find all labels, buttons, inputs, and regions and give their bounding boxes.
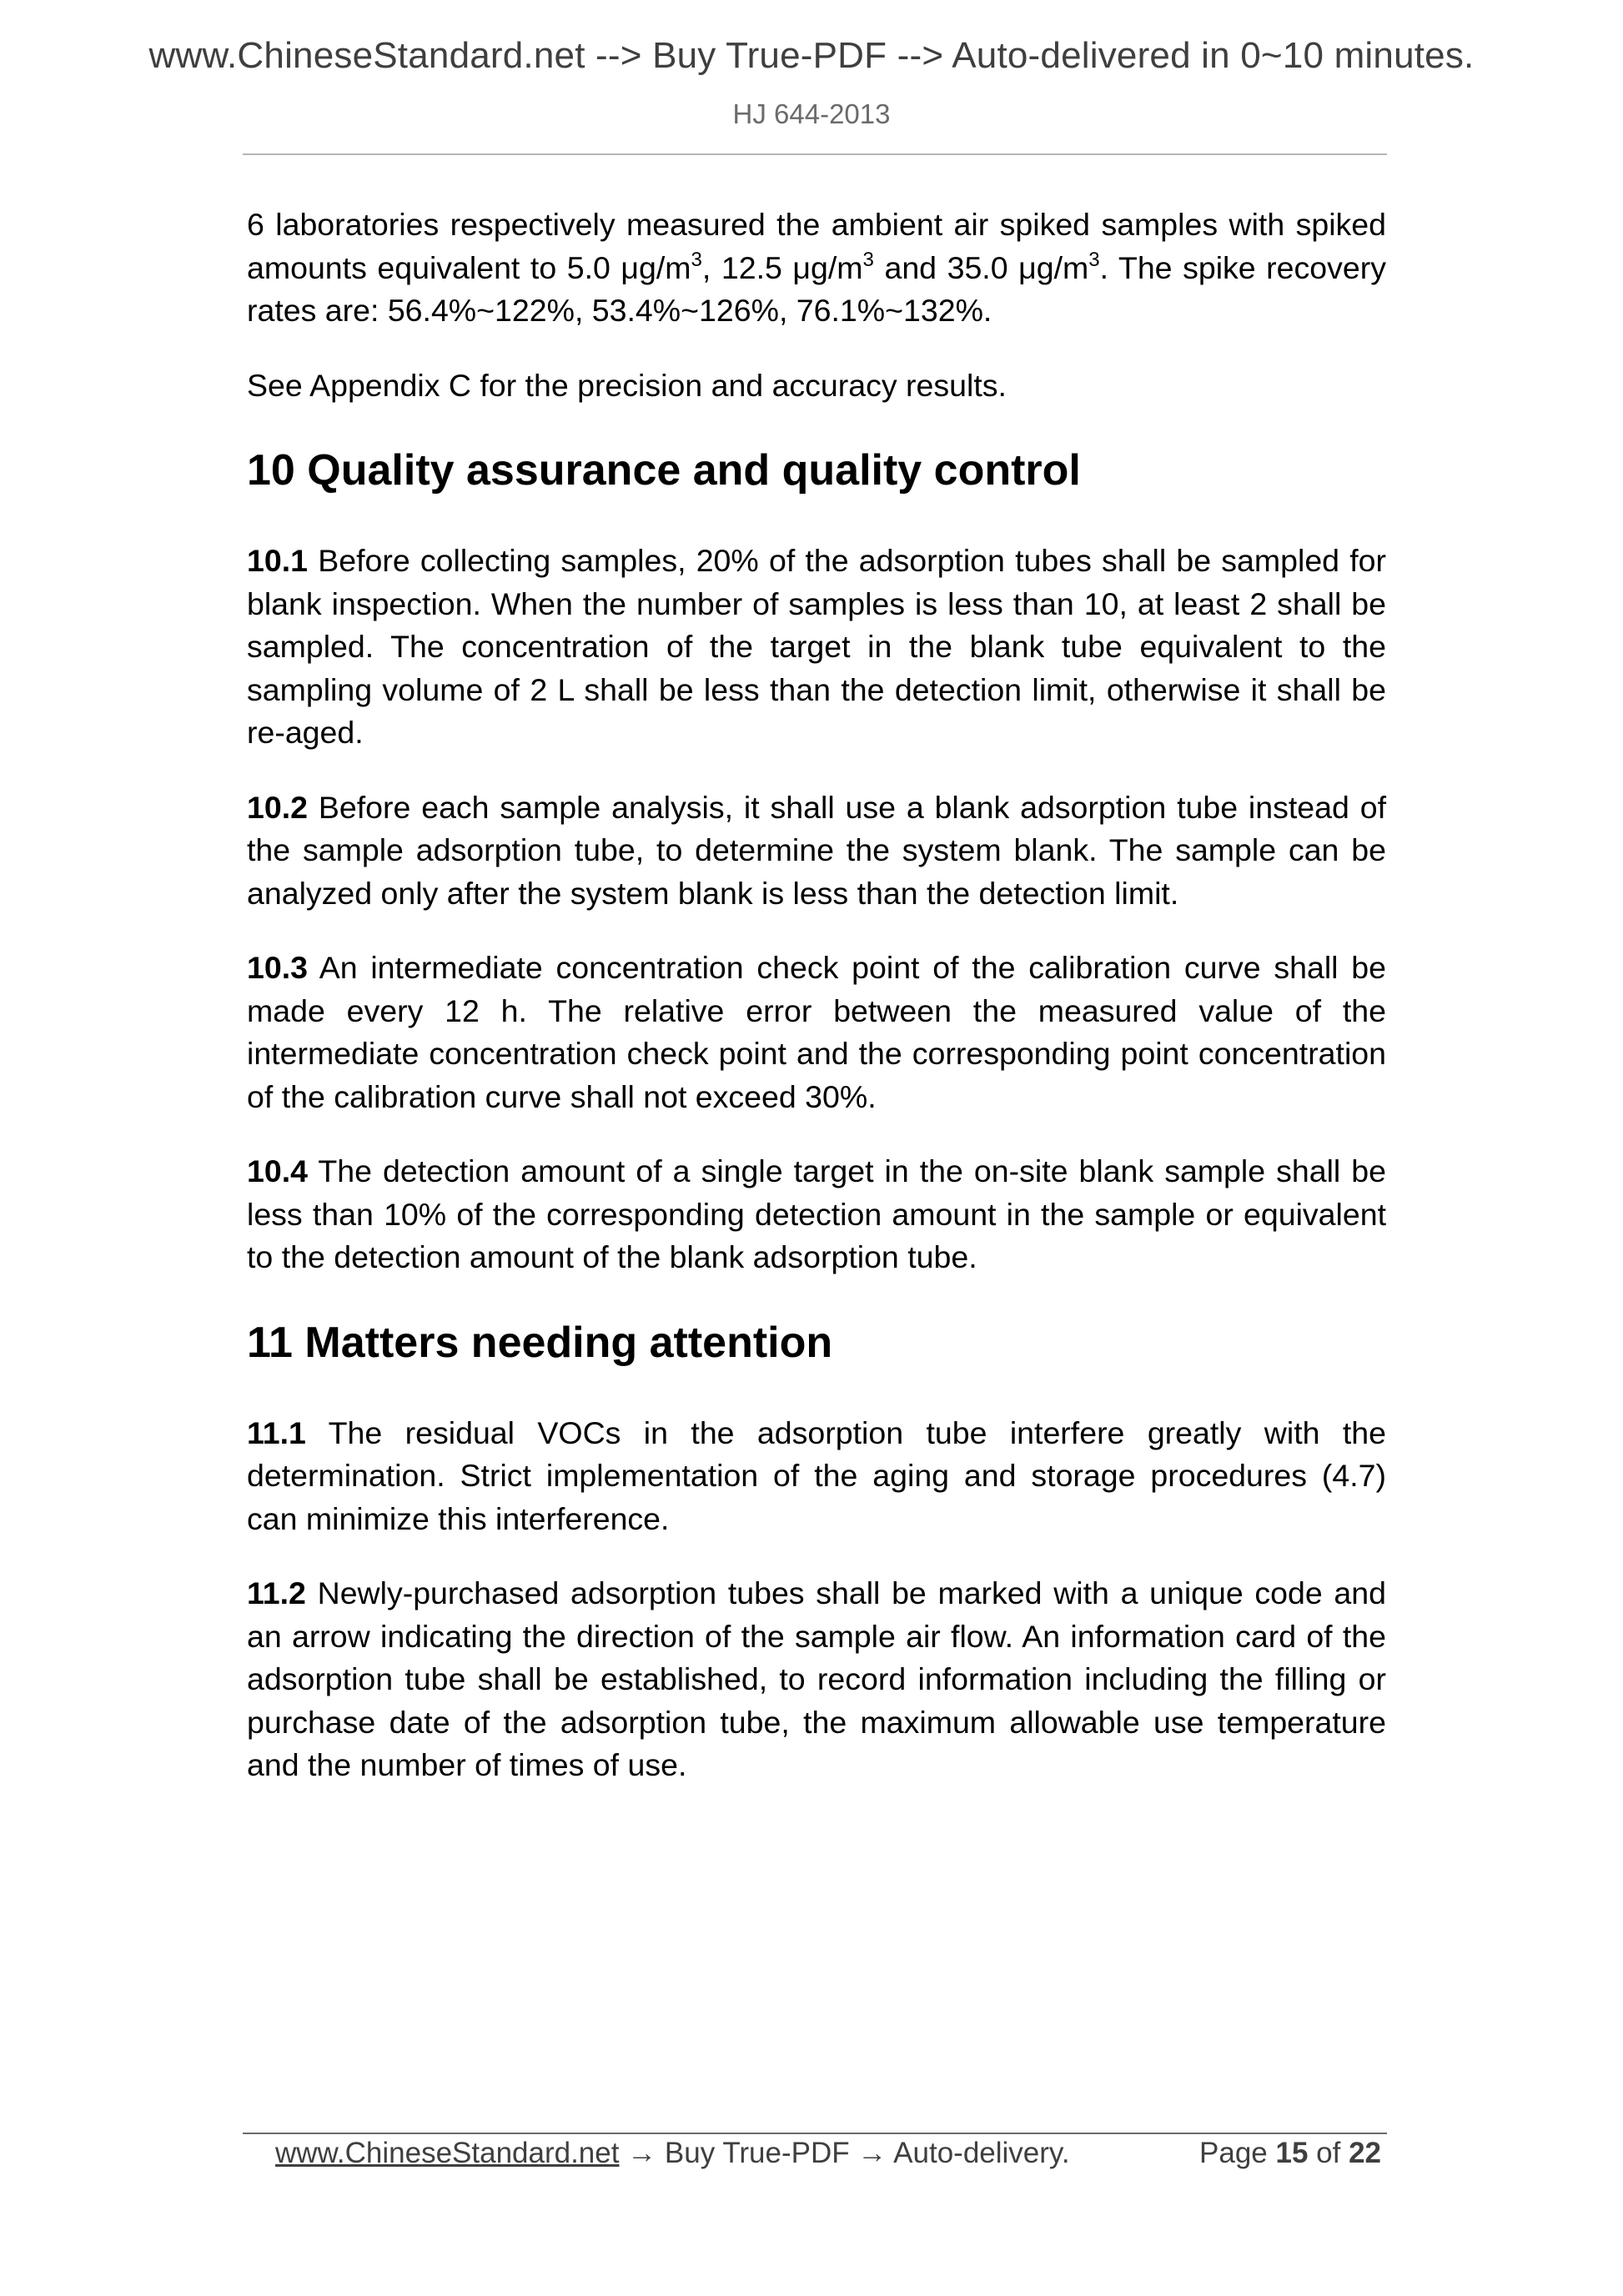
clause-number: 11.2 — [247, 1575, 306, 1610]
clause-text: Before each sample analysis, it shall use a blank adsorption tube instead of the sample adsorption tube, to determine the system blank. The sample can be analyzed only after the system blank is less than the detection limit. — [247, 789, 1386, 911]
clause-10-4 — [247, 1150, 1386, 1279]
clause-text: An intermediate concentration check point of the calibration curve shall be made every 12 h. The relative error between the measured value of the intermediate concentration check point and the corresponding point concentration of the calibration curve shall not exceed 30%. — [247, 950, 1386, 1114]
clause-10-3 — [247, 947, 1386, 1118]
clause-10-2 — [247, 786, 1386, 916]
clause-11-1 — [247, 1412, 1386, 1541]
clause-text: The detection amount of a single target in the on-site blank sample shall be less than 10% of the corresponding detection amount in the sample or equivalent to the detection amount of the blank adsorption tube. — [247, 1153, 1386, 1274]
top-banner: www.ChineseStandard.net --> Buy True-PDF --> Auto-delivered in 0~10 minutes. — [148, 35, 1475, 76]
intro-text-3: and 35.0 μg/m — [873, 249, 1089, 285]
page-of-label: of — [1308, 2137, 1349, 2169]
footer-tagline: → Buy True-PDF → Auto-delivery. — [619, 2137, 1070, 2169]
clause-10-1 — [247, 540, 1386, 755]
footer-promo — [275, 2137, 1070, 2170]
page-number — [1199, 2137, 1381, 2170]
superscript-3: 3 — [862, 248, 874, 271]
website-link[interactable]: www.ChineseStandard.net — [275, 2137, 620, 2169]
clause-text: The residual VOCs in the adsorption tube interfere greatly with the determination. Strict implementation of the aging and storage procedures (4.7) can minimize this interference. — [247, 1414, 1386, 1536]
clause-text: Before collecting samples, 20% of the adsorption tubes shall be sampled for blank inspection. When the number of samples is less than 10, at least 2 shall be sampled. The concentration of the target in the blank tube equivalent to the sampling volume of 2 L shall be less than the detection limit, otherwise it shall be re-aged. — [247, 543, 1386, 750]
appendix-note: See Appendix C for the precision and accuracy results. — [247, 367, 1007, 403]
current-page: 15 — [1275, 2137, 1309, 2169]
clause-number: 11.1 — [247, 1414, 306, 1450]
superscript-3: 3 — [1088, 248, 1100, 271]
document-code: HJ 644-2013 — [732, 98, 891, 129]
total-pages: 22 — [1349, 2137, 1381, 2169]
section-11-heading: 11 Matters needing attention — [247, 1318, 833, 1367]
clause-number: 10.3 — [247, 950, 308, 985]
intro-text-1: 6 laboratories respectively measured the ambient air spiked samples with spiked amounts equivalent to 5.0 μg/m — [247, 207, 1386, 285]
clause-text: Newly-purchased adsorption tubes shall be marked with a unique code and an arrow indicating the direction of the sample air flow. An information card of the adsorption tube shall be established, to record information including the filling or purchase date of the adsorption tube, the maximum allowable use temperature and the number of times of use. — [247, 1575, 1386, 1782]
page-content — [247, 203, 1386, 1787]
page-label: Page — [1199, 2137, 1276, 2169]
header-divider — [243, 153, 1387, 155]
page-footer — [275, 2137, 1381, 2178]
intro-paragraph — [247, 203, 1386, 333]
intro-text-4: . The spike recovery rates are: 56.4%~122%, 53.4%~126%, 76.1%~132%. — [247, 249, 1386, 328]
clause-11-2 — [247, 1572, 1386, 1787]
intro-text-2: , 12.5 μg/m — [701, 249, 863, 285]
footer-divider — [243, 2133, 1387, 2134]
clause-number: 10.1 — [247, 543, 308, 578]
superscript-3: 3 — [691, 248, 702, 271]
clause-number: 10.2 — [247, 789, 308, 825]
section-10-heading: 10 Quality assurance and quality control — [247, 446, 1081, 495]
clause-number: 10.4 — [247, 1153, 308, 1188]
